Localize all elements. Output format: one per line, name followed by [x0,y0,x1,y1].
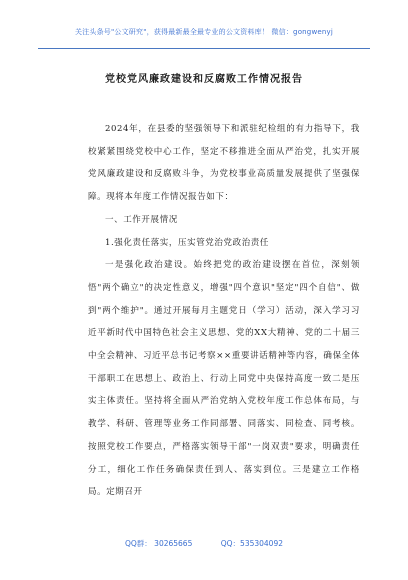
footer-qq-group: QQ群： 30265665 [124,539,193,548]
paragraph-intro: 2024年，在县委的坚强领导下和派驻纪检组的有力指导下，我校紧紧围绕党校中心工作，坚定不移推进全面从严治党，扎实开展党风廉政建设和反腐败斗争，为党校事业高质量发展提供了坚强保障。现将本年度工作情况报告如下： [88,124,360,203]
footer-contact [0,538,408,549]
document-title: 党校党风廉政建设和反腐败工作情况报告 [105,74,303,85]
header-banner-text: 关注头条号"公文研究"，获得最新最全最专业的公文资料库！ 微信：gongwenyj [74,28,334,36]
footer-qq-number: QQ：535304092 [220,539,284,548]
header-banner [38,18,370,49]
paragraph-body: 一是强化政治建设。始终把党的政治建设摆在首位，深刻领悟"两个确立"的决定性意义，增强"四个意识"坚定"四个自信"、做到"两个维护"。通过开展每月主题党日（学习）活动，深入学习习近平新时代中国特色社会主义思想、党的XX大精神、党的二十届三中全会精神、习近平总书记考察××重要讲话精神等内容，确保全体干部职工在思想上、政治上、行动上同党中央保持高度一致二是压实主体责任。坚持将全面从严治党纳入党校年度工作总体布局，与教学、科研、管理等业务工作同部署、同落实、同检查、同考核。按照党校工作要点，严格落实领导干部"一岗双责"要求，明确责任分工，细化工作任务确保责任到人、落实到位。三是建立工作格局。定期召开 [88,260,360,498]
section-heading: 一、工作开展情况 [105,214,178,225]
subsection-heading: 1.强化责任落实，压实管党治党政治责任 [105,237,270,248]
document-body [88,118,360,504]
